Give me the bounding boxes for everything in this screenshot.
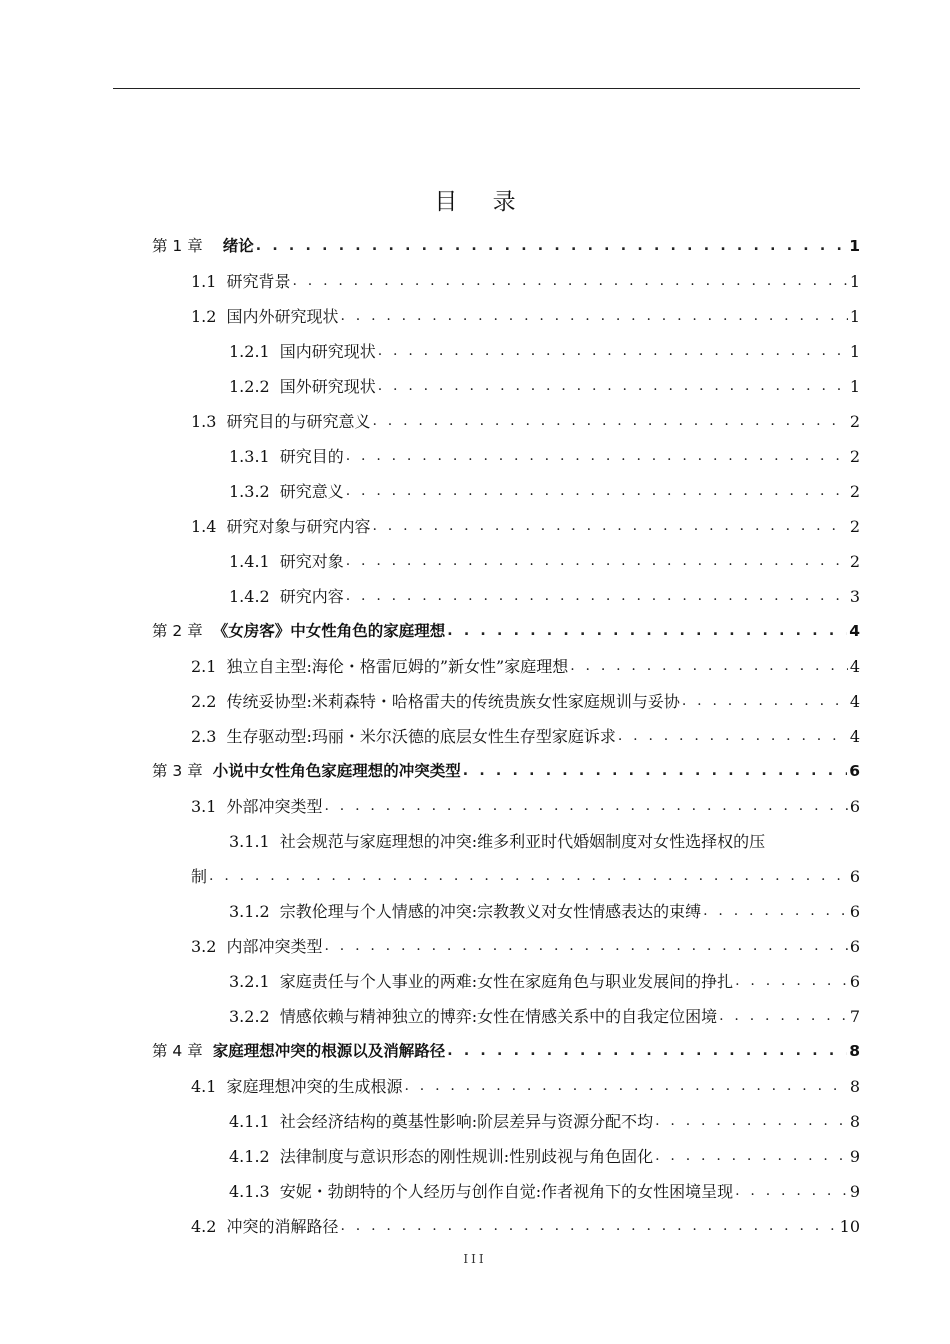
dot-leader — [209, 859, 848, 894]
toc-text: 安妮・勃朗特的个人经历与创作自觉:作者视角下的女性困境呈现 — [279, 1182, 734, 1201]
dot-leader — [655, 1104, 848, 1139]
toc-number: 4.2 — [191, 1217, 217, 1236]
toc-number: 4.1 — [191, 1077, 217, 1096]
toc-page: 2 — [849, 412, 860, 431]
toc-page: 1 — [849, 377, 860, 396]
toc-page: 6 — [849, 902, 860, 921]
toc-entry-1-4-1[interactable] — [229, 544, 860, 579]
toc-text: 国内研究现状 — [279, 342, 376, 361]
toc-number: 4.1.3 — [229, 1182, 270, 1201]
dot-leader — [378, 369, 848, 404]
dot-leader — [570, 649, 848, 684]
toc-number: 1.2.2 — [229, 377, 270, 396]
toc-entry-4-2[interactable] — [191, 1209, 860, 1244]
dot-leader — [256, 229, 847, 264]
toc-text: 内部冲突类型 — [226, 937, 323, 956]
toc-title: 目 录 — [434, 189, 530, 215]
toc-page: 3 — [849, 587, 860, 606]
toc-page: 4 — [849, 657, 860, 676]
toc-entry-4-1-3[interactable] — [229, 1174, 860, 1209]
toc-page: 8 — [849, 1077, 860, 1096]
header-rule — [113, 88, 860, 89]
toc-entry-1-3-2[interactable] — [229, 474, 860, 509]
toc-number: 2.2 — [191, 692, 217, 711]
toc-text: 研究背景 — [226, 272, 291, 291]
toc-number: 4.1.1 — [229, 1112, 270, 1131]
toc-number: 3.1.1 — [229, 832, 270, 851]
toc-page: 2 — [849, 447, 860, 466]
dot-leader — [324, 929, 847, 964]
toc-page: 9 — [849, 1182, 860, 1201]
toc-number: 3.2.2 — [229, 1007, 270, 1026]
toc-entry-3-1-2[interactable] — [229, 894, 860, 929]
toc-entry-3-1-1-continued[interactable] — [191, 859, 860, 894]
toc-page: 6 — [849, 972, 860, 991]
toc-text: 家庭理想冲突的根源以及消解路径 — [212, 1042, 446, 1060]
toc-text: 小说中女性角色家庭理想的冲突类型 — [212, 762, 461, 780]
dot-leader — [463, 754, 847, 789]
toc-entry-3-2-2[interactable] — [229, 999, 860, 1034]
toc-page: 1 — [849, 272, 860, 291]
toc-number: 2.3 — [191, 727, 217, 746]
toc-page: 1 — [849, 342, 860, 361]
dot-leader — [447, 1034, 847, 1069]
toc-number: 1.3 — [191, 412, 217, 431]
toc-number: 1.3.2 — [229, 482, 270, 501]
toc-number: 3.1.2 — [229, 902, 270, 921]
toc-entry-1-1[interactable] — [191, 264, 860, 299]
dot-leader — [735, 964, 848, 999]
toc-number: 3.2.1 — [229, 972, 270, 991]
toc-entry-1-3[interactable] — [191, 404, 860, 439]
toc-number: 第 2 章 — [152, 622, 203, 640]
toc-page: 6 — [849, 762, 860, 780]
toc-page: 4 — [849, 727, 860, 746]
toc-page: 4 — [849, 692, 860, 711]
toc-text: 法律制度与意识形态的刚性规训:性别歧视与角色固化 — [279, 1147, 654, 1166]
toc-entry-2-3[interactable] — [191, 719, 860, 754]
dot-leader — [346, 474, 848, 509]
toc-page: 2 — [849, 552, 860, 571]
toc-entry-3-1-1[interactable] — [229, 824, 765, 859]
dot-leader — [324, 789, 847, 824]
page-number: III — [463, 1252, 487, 1266]
toc-entry-chapter-3[interactable] — [152, 754, 860, 789]
toc-text: 国内外研究现状 — [226, 307, 339, 326]
toc-text: 研究目的与研究意义 — [226, 412, 371, 431]
toc-entry-4-1-1[interactable] — [229, 1104, 860, 1139]
toc-text: 社会规范与家庭理想的冲突:维多利亚时代婚姻制度对女性选择权的压 — [279, 832, 766, 851]
toc-number: 第 1 章 — [152, 237, 203, 255]
toc-text: 研究对象与研究内容 — [226, 517, 371, 536]
toc-page: 1 — [849, 307, 860, 326]
toc-page: 6 — [849, 937, 860, 956]
toc-text: 独立自主型:海伦・格雷厄姆的”新女性”家庭理想 — [226, 657, 569, 676]
dot-leader — [346, 579, 848, 614]
toc-number: 1.4.2 — [229, 587, 270, 606]
toc-text: 外部冲突类型 — [226, 797, 323, 816]
toc-entry-3-2[interactable] — [191, 929, 860, 964]
toc-text-continuation: 制 — [191, 867, 208, 886]
dot-leader — [340, 1209, 837, 1244]
toc-text: 研究内容 — [279, 587, 344, 606]
dot-leader — [404, 1069, 847, 1104]
toc-text: 家庭理想冲突的生成根源 — [226, 1077, 403, 1096]
toc-number: 1.1 — [191, 272, 217, 291]
toc-entry-1-2[interactable] — [191, 299, 860, 334]
toc-number: 第 3 章 — [152, 762, 203, 780]
toc-page: 9 — [849, 1147, 860, 1166]
toc-text: 绪论 — [222, 237, 254, 255]
toc-text: 社会经济结构的奠基性影响:阶层差异与资源分配不均 — [279, 1112, 654, 1131]
toc-text: 研究目的 — [279, 447, 344, 466]
toc-number: 1.2.1 — [229, 342, 270, 361]
toc-text: 生存驱动型:玛丽・米尔沃德的底层女性生存型家庭诉求 — [226, 727, 616, 746]
toc-text: 《女房客》中女性角色的家庭理想 — [212, 622, 446, 640]
toc-entry-1-2-1[interactable] — [229, 334, 860, 369]
dot-leader — [735, 1174, 848, 1209]
toc-page: 7 — [849, 1007, 860, 1026]
dot-leader — [682, 684, 848, 719]
toc-number: 1.4.1 — [229, 552, 270, 571]
toc-page: 4 — [849, 622, 860, 640]
dot-leader — [346, 439, 848, 474]
dot-leader — [703, 894, 848, 929]
dot-leader — [618, 719, 848, 754]
dot-leader — [655, 1139, 848, 1174]
toc-entry-1-2-2[interactable] — [229, 369, 860, 404]
toc-number: 1.4 — [191, 517, 217, 536]
toc-number: 4.1.2 — [229, 1147, 270, 1166]
toc-entry-3-2-1[interactable] — [229, 964, 860, 999]
toc-entry-chapter-2[interactable] — [152, 614, 860, 649]
toc-page: 6 — [849, 867, 860, 886]
dot-leader — [372, 509, 847, 544]
toc-text: 宗教伦理与个人情感的冲突:宗教教义对女性情感表达的束缚 — [279, 902, 702, 921]
dot-leader — [447, 614, 847, 649]
dot-leader — [346, 544, 848, 579]
dot-leader — [378, 334, 848, 369]
toc-text: 传统妥协型:米莉森特・哈格雷夫的传统贵族女性家庭规训与妥协 — [226, 692, 680, 711]
toc-page: 10 — [839, 1217, 860, 1236]
dot-leader — [340, 299, 847, 334]
toc-entry-2-2[interactable] — [191, 684, 860, 719]
toc-page: 2 — [849, 482, 860, 501]
toc-text: 国外研究现状 — [279, 377, 376, 396]
toc-entry-4-1[interactable] — [191, 1069, 860, 1104]
toc-page: 8 — [849, 1042, 860, 1060]
toc-entry-3-1[interactable] — [191, 789, 860, 824]
toc-page: 2 — [849, 517, 860, 536]
toc-page: 1 — [849, 237, 860, 255]
toc-entry-1-3-1[interactable] — [229, 439, 860, 474]
toc-page: 6 — [849, 797, 860, 816]
toc-page: 8 — [849, 1112, 860, 1131]
toc-text: 冲突的消解路径 — [226, 1217, 339, 1236]
toc-number: 3.2 — [191, 937, 217, 956]
dot-leader — [719, 999, 848, 1034]
toc-number: 第 4 章 — [152, 1042, 203, 1060]
toc-text: 情感依赖与精神独立的博弈:女性在情感关系中的自我定位困境 — [279, 1007, 718, 1026]
toc-text: 研究意义 — [279, 482, 344, 501]
dot-leader — [292, 264, 847, 299]
toc-number: 3.1 — [191, 797, 217, 816]
toc-number: 1.2 — [191, 307, 217, 326]
toc-number: 2.1 — [191, 657, 217, 676]
toc-number: 1.3.1 — [229, 447, 270, 466]
toc-entry-chapter-1[interactable] — [152, 229, 860, 264]
dot-leader — [372, 404, 847, 439]
toc-entry-1-4-2[interactable] — [229, 579, 860, 614]
toc-text: 家庭责任与个人事业的两难:女性在家庭角色与职业发展间的挣扎 — [279, 972, 734, 991]
toc-text: 研究对象 — [279, 552, 344, 571]
toc-entry-chapter-4[interactable] — [152, 1034, 860, 1069]
toc-entry-4-1-2[interactable] — [229, 1139, 860, 1174]
toc-entry-2-1[interactable] — [191, 649, 860, 684]
toc-entry-1-4[interactable] — [191, 509, 860, 544]
